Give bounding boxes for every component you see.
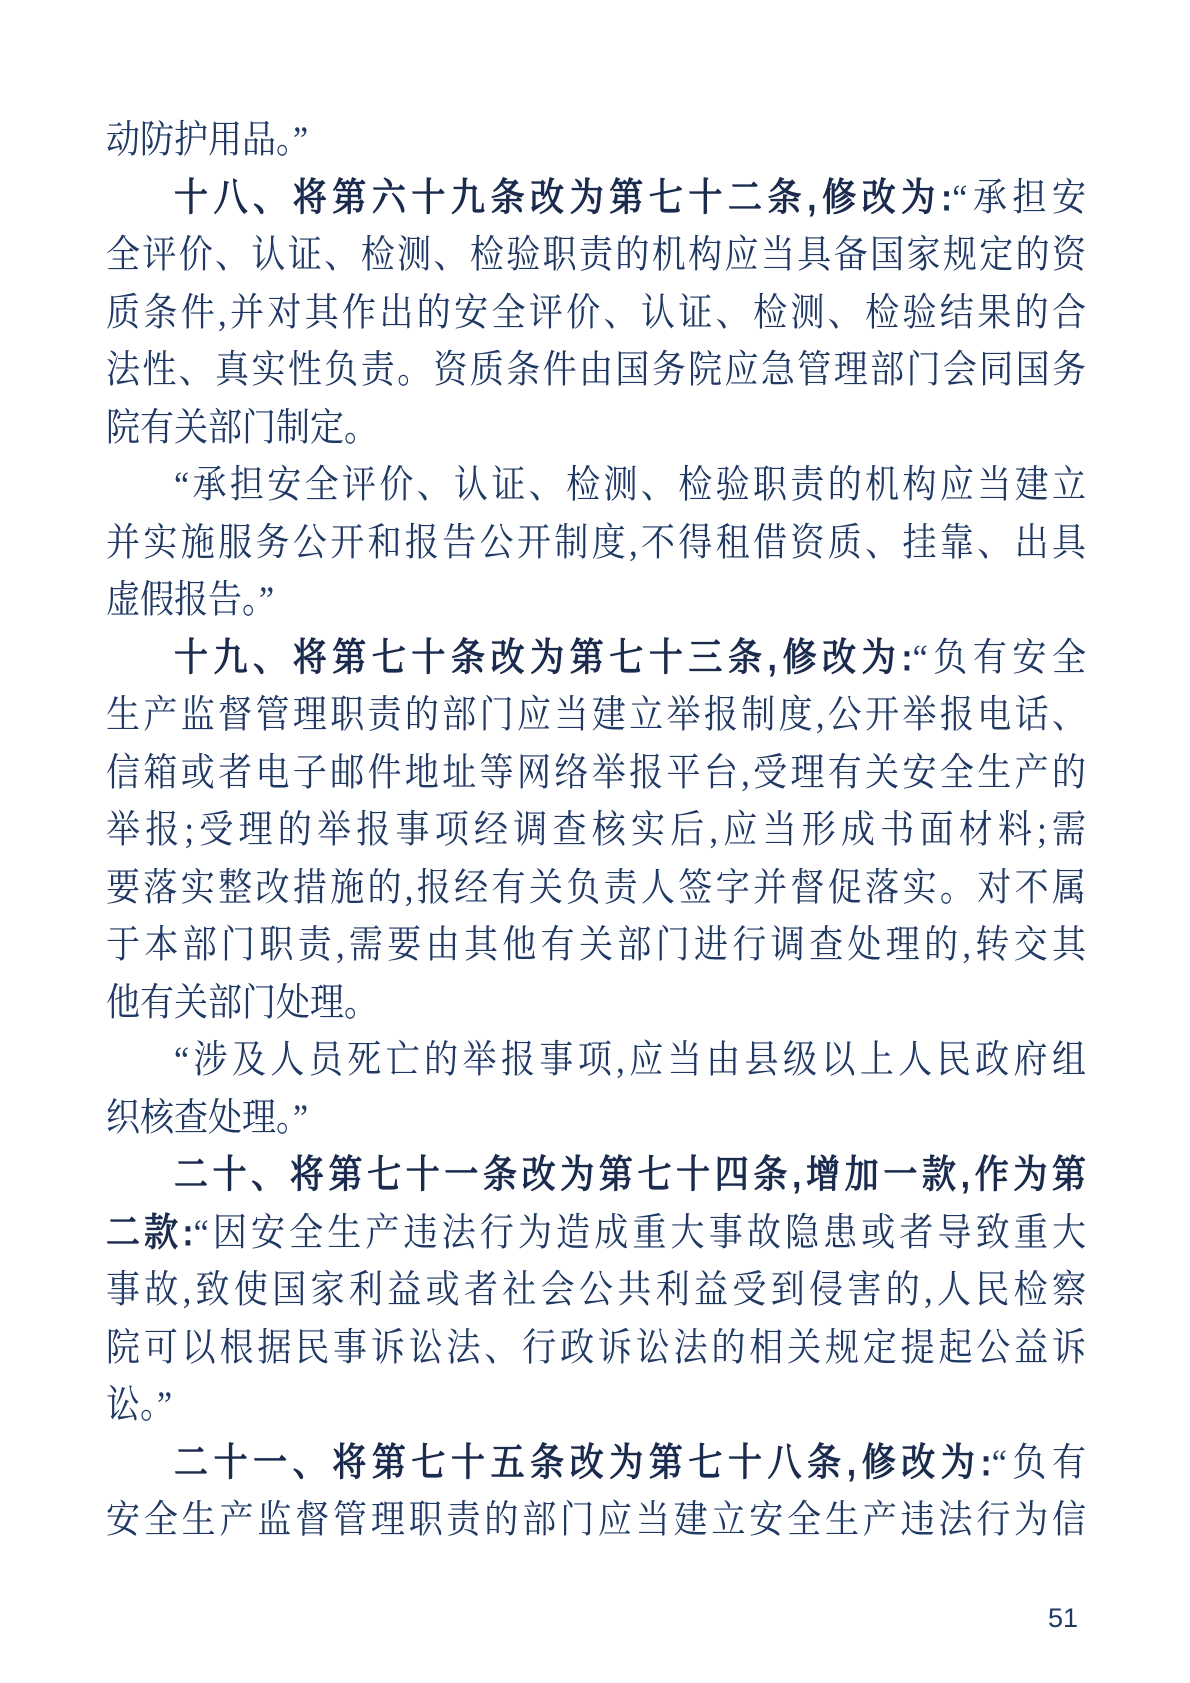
body-text: 于本部门职责,需要由其他有关部门进行调查处理的,转交其 [106,924,1086,967]
doc-line [106,683,1086,748]
doc-line [106,1143,1086,1208]
doc-line [106,338,1086,403]
body-text: 安全生产监督管理职责的部门应当建立安全生产违法行为信 [106,1499,1086,1542]
doc-line [106,1028,1086,1093]
doc-line [106,1201,1086,1266]
page-number: 51 [1047,1603,1078,1633]
body-text: 他有关部门处理。 [106,982,378,1024]
body-text: 事故,致使国家利益或者社会公共利益受到侵害的,人民检察 [106,1269,1086,1312]
doc-line [106,856,1086,921]
doc-line [106,1488,1086,1553]
doc-line [106,396,1086,461]
body-text: “负有安全 [912,637,1086,679]
body-text: 生产监督管理职责的部门应当建立举报制度,公开举报电话、 [106,694,1086,737]
body-text: “承担安全评价、认证、检测、检验职责的机构应当建立 [174,464,1086,507]
body-text: 动防护用品。” [106,119,309,162]
body-text: 织核查处理。” [106,1097,309,1139]
body-text: 质条件,并对其作出的安全评价、认证、检测、检验结果的合 [106,292,1086,334]
doc-line [106,281,1086,346]
doc-line [106,1086,1086,1151]
doc-line [106,1258,1086,1323]
doc-line [106,913,1086,978]
body-text: 举报;受理的举报事项经调查核实后,应当形成书面材料;需 [106,809,1086,852]
doc-line [106,1316,1086,1381]
doc-line [106,511,1086,576]
doc-line [106,798,1086,863]
doc-line [106,108,1086,173]
heading-text: 二十、将第七十一条改为第七十四条,增加一款,作为第 [174,1153,1086,1197]
doc-line [106,166,1086,231]
body-text: 院有关部门制定。 [106,407,378,449]
body-text: 法性、真实性负责。资质条件由国务院应急管理部门会同国务 [106,349,1086,392]
body-text: 院可以根据民事诉讼法、行政诉讼法的相关规定提起公益诉 [106,1327,1086,1369]
doc-line [106,971,1086,1036]
heading-text: 二款: [106,1210,194,1254]
doc-line [106,568,1086,633]
body-text: 要落实整改措施的,报经有关负责人签字并督促落实。对不属 [106,867,1086,909]
body-text: 并实施服务公开和报告公开制度,不得租借资质、挂靠、出具 [106,522,1086,564]
body-text: “负有 [991,1442,1086,1484]
body-text: 虚假报告。” [106,579,275,622]
doc-line [106,1431,1086,1496]
body-text: “涉及人员死亡的举报事项,应当由县级以上人民政府组 [174,1039,1086,1082]
body-text: 讼。” [106,1384,173,1427]
heading-text: 二十一、将第七十五条改为第七十八条,修改为: [174,1440,992,1484]
body-text: 全评价、认证、检测、检验职责的机构应当具备国家规定的资 [106,234,1086,277]
body-text: “承担安 [952,177,1086,219]
doc-line [106,453,1086,518]
body-text: 信箱或者电子邮件地址等网络举报平台,受理有关安全生产的 [106,752,1086,794]
body-text: “因安全生产违法行为造成重大事故隐患或者导致重大 [193,1212,1086,1254]
doc-line [106,741,1086,806]
heading-text: 十九、将第七十条改为第七十三条,修改为: [174,635,913,679]
heading-text: 十八、将第六十九条改为第七十二条,修改为: [174,175,953,219]
doc-line [106,1373,1086,1438]
doc-line [106,223,1086,288]
document-text-block [106,112,1086,1550]
doc-line [106,626,1086,691]
